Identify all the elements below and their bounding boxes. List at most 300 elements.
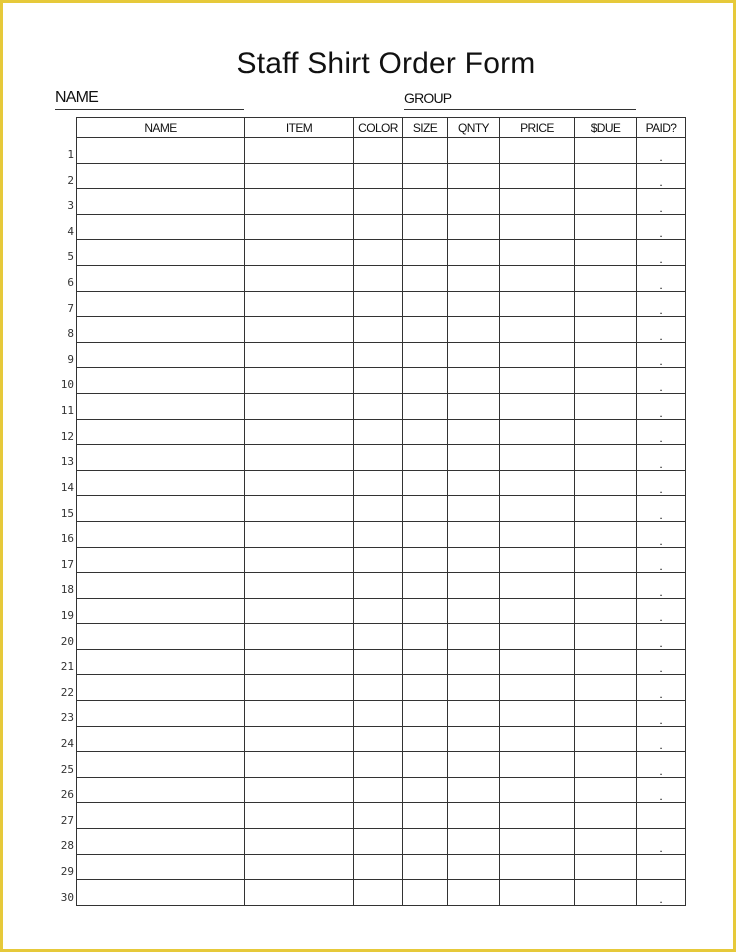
table-cell[interactable]	[403, 726, 448, 752]
paid-cell[interactable]: .	[637, 829, 686, 855]
paid-cell[interactable]: .	[637, 342, 686, 368]
table-cell[interactable]	[575, 675, 637, 701]
table-cell[interactable]	[403, 317, 448, 343]
table-row	[77, 675, 686, 701]
table-cell[interactable]	[448, 777, 500, 803]
table-cell[interactable]	[448, 470, 500, 496]
paid-cell[interactable]	[637, 854, 686, 880]
table-cell[interactable]	[575, 496, 637, 522]
paid-cell[interactable]: .	[637, 675, 686, 701]
table-cell[interactable]	[77, 701, 245, 727]
paid-cell[interactable]: .	[637, 880, 686, 906]
paid-cell[interactable]: .	[637, 189, 686, 215]
table-cell[interactable]	[354, 163, 403, 189]
paid-cell[interactable]: .	[637, 368, 686, 394]
table-cell[interactable]	[448, 573, 500, 599]
table-cell[interactable]	[448, 675, 500, 701]
table-cell[interactable]	[500, 470, 575, 496]
table-cell[interactable]	[77, 445, 245, 471]
table-row	[77, 598, 686, 624]
table-cell[interactable]	[500, 521, 575, 547]
table-cell[interactable]	[500, 649, 575, 675]
table-row	[77, 265, 686, 291]
table-cell[interactable]	[245, 624, 354, 650]
table-row	[77, 624, 686, 650]
table-cell[interactable]	[448, 701, 500, 727]
table-cell[interactable]	[403, 675, 448, 701]
paid-cell[interactable]: .	[637, 317, 686, 343]
table-cell[interactable]	[403, 573, 448, 599]
table-cell[interactable]	[403, 189, 448, 215]
table-cell[interactable]	[403, 214, 448, 240]
table-cell[interactable]	[500, 598, 575, 624]
table-cell[interactable]	[448, 163, 500, 189]
table-cell[interactable]	[77, 803, 245, 829]
row-number: 25	[60, 762, 74, 776]
paid-cell[interactable]: .	[637, 419, 686, 445]
table-cell[interactable]	[245, 752, 354, 778]
table-cell[interactable]	[77, 240, 245, 266]
table-cell[interactable]	[354, 854, 403, 880]
table-cell[interactable]	[77, 752, 245, 778]
paid-cell[interactable]: .	[637, 726, 686, 752]
table-cell[interactable]	[77, 470, 245, 496]
table-row	[77, 368, 686, 394]
column-header: SIZE	[403, 118, 448, 138]
paid-cell[interactable]: .	[637, 291, 686, 317]
table-cell[interactable]	[575, 470, 637, 496]
table-row	[77, 189, 686, 215]
table-cell[interactable]	[403, 649, 448, 675]
table-cell[interactable]	[448, 547, 500, 573]
table-cell[interactable]	[245, 803, 354, 829]
name-field-line[interactable]	[55, 109, 244, 110]
table-cell[interactable]	[500, 368, 575, 394]
table-cell[interactable]	[403, 803, 448, 829]
table-cell[interactable]	[403, 470, 448, 496]
table-cell[interactable]	[500, 342, 575, 368]
table-cell[interactable]	[354, 138, 403, 164]
table-cell[interactable]	[403, 701, 448, 727]
table-cell[interactable]	[500, 240, 575, 266]
table-cell[interactable]	[448, 317, 500, 343]
paid-cell[interactable]: .	[637, 445, 686, 471]
table-cell[interactable]	[500, 777, 575, 803]
table-cell[interactable]	[245, 240, 354, 266]
table-cell[interactable]	[245, 829, 354, 855]
table-row	[77, 547, 686, 573]
paid-cell[interactable]	[637, 803, 686, 829]
table-cell[interactable]	[245, 138, 354, 164]
table-cell[interactable]	[575, 777, 637, 803]
paid-cell[interactable]: .	[637, 265, 686, 291]
table-cell[interactable]	[245, 496, 354, 522]
row-number: 17	[60, 557, 74, 571]
table-cell[interactable]	[448, 189, 500, 215]
paid-cell[interactable]: .	[637, 163, 686, 189]
table-cell[interactable]	[77, 829, 245, 855]
table-cell[interactable]	[245, 701, 354, 727]
table-cell[interactable]	[575, 189, 637, 215]
row-number: 28	[60, 839, 74, 853]
table-cell[interactable]	[77, 624, 245, 650]
table-cell[interactable]	[403, 265, 448, 291]
column-header: COLOR	[354, 118, 403, 138]
table-cell[interactable]	[575, 649, 637, 675]
table-cell[interactable]	[245, 675, 354, 701]
table-cell[interactable]	[448, 624, 500, 650]
table-cell[interactable]	[77, 880, 245, 906]
table-cell[interactable]	[354, 189, 403, 215]
table-cell[interactable]	[403, 496, 448, 522]
table-cell[interactable]	[354, 649, 403, 675]
table-cell[interactable]	[500, 573, 575, 599]
table-row	[77, 726, 686, 752]
table-cell[interactable]	[575, 803, 637, 829]
order-table	[76, 117, 686, 906]
table-cell[interactable]	[403, 598, 448, 624]
table-cell[interactable]	[77, 189, 245, 215]
table-cell[interactable]	[77, 649, 245, 675]
table-cell[interactable]	[500, 624, 575, 650]
table-cell[interactable]	[77, 496, 245, 522]
table-cell[interactable]	[77, 291, 245, 317]
row-number: 8	[67, 327, 74, 341]
row-number: 13	[60, 455, 74, 469]
column-header: PRICE	[500, 118, 575, 138]
row-number: 22	[60, 685, 74, 699]
table-cell[interactable]	[575, 726, 637, 752]
table-cell[interactable]	[354, 368, 403, 394]
table-cell[interactable]	[575, 163, 637, 189]
table-cell[interactable]	[245, 265, 354, 291]
table-cell[interactable]	[500, 189, 575, 215]
table-cell[interactable]	[245, 470, 354, 496]
table-cell[interactable]	[245, 598, 354, 624]
table-cell[interactable]	[403, 368, 448, 394]
table-cell[interactable]	[448, 598, 500, 624]
table-cell[interactable]	[575, 854, 637, 880]
row-number: 20	[60, 634, 74, 648]
table-cell[interactable]	[575, 342, 637, 368]
table-cell[interactable]	[354, 573, 403, 599]
table-cell[interactable]	[500, 829, 575, 855]
paid-cell[interactable]: .	[637, 573, 686, 599]
row-number: 2	[67, 173, 74, 187]
table-cell[interactable]	[500, 854, 575, 880]
table-row	[77, 701, 686, 727]
table-row	[77, 496, 686, 522]
table-cell[interactable]	[403, 138, 448, 164]
table-cell[interactable]	[403, 547, 448, 573]
table-row	[77, 470, 686, 496]
table-row	[77, 803, 686, 829]
paid-cell[interactable]: .	[637, 496, 686, 522]
table-cell[interactable]	[354, 880, 403, 906]
table-cell[interactable]	[354, 265, 403, 291]
table-cell[interactable]	[354, 445, 403, 471]
table-cell[interactable]	[354, 240, 403, 266]
paid-cell[interactable]: .	[637, 521, 686, 547]
table-cell[interactable]	[448, 265, 500, 291]
table-cell[interactable]	[403, 777, 448, 803]
table-cell[interactable]	[500, 880, 575, 906]
table-cell[interactable]	[245, 393, 354, 419]
table-row	[77, 240, 686, 266]
row-number: 16	[60, 532, 74, 546]
table-cell[interactable]	[354, 752, 403, 778]
table-cell[interactable]	[403, 624, 448, 650]
table-cell[interactable]	[448, 521, 500, 547]
paid-cell[interactable]: .	[637, 624, 686, 650]
table-cell[interactable]	[575, 547, 637, 573]
form-title: Staff Shirt Order Form	[236, 47, 536, 80]
paid-cell[interactable]: .	[637, 240, 686, 266]
table-cell[interactable]	[77, 547, 245, 573]
table-cell[interactable]	[403, 342, 448, 368]
table-row	[77, 445, 686, 471]
table-cell[interactable]	[500, 265, 575, 291]
table-cell[interactable]	[354, 393, 403, 419]
table-cell[interactable]	[448, 419, 500, 445]
table-cell[interactable]	[448, 829, 500, 855]
table-cell[interactable]	[448, 291, 500, 317]
table-cell[interactable]	[77, 521, 245, 547]
paid-cell[interactable]: .	[637, 547, 686, 573]
table-row	[77, 419, 686, 445]
table-cell[interactable]	[245, 521, 354, 547]
table-row	[77, 521, 686, 547]
table-cell[interactable]	[77, 163, 245, 189]
table-cell[interactable]	[245, 214, 354, 240]
row-number: 7	[67, 301, 74, 315]
row-number: 11	[60, 404, 74, 418]
table-cell[interactable]	[575, 829, 637, 855]
row-number: 27	[60, 813, 74, 827]
table-cell[interactable]	[500, 675, 575, 701]
table-row	[77, 752, 686, 778]
table-row	[77, 317, 686, 343]
table-cell[interactable]	[245, 189, 354, 215]
table-cell[interactable]	[448, 649, 500, 675]
table-header-row	[77, 118, 686, 138]
table-cell[interactable]	[245, 649, 354, 675]
table-cell[interactable]	[403, 752, 448, 778]
table-cell[interactable]	[354, 291, 403, 317]
table-cell[interactable]	[575, 138, 637, 164]
table-cell[interactable]	[500, 393, 575, 419]
table-cell[interactable]	[403, 163, 448, 189]
table-cell[interactable]	[354, 675, 403, 701]
table-cell[interactable]	[575, 701, 637, 727]
table-cell[interactable]	[77, 726, 245, 752]
table-cell[interactable]	[500, 803, 575, 829]
paid-cell[interactable]: .	[637, 470, 686, 496]
column-header: ITEM	[245, 118, 354, 138]
table-cell[interactable]	[575, 214, 637, 240]
table-cell[interactable]	[575, 393, 637, 419]
row-number: 1	[67, 148, 74, 161]
paid-cell[interactable]: .	[637, 649, 686, 675]
table-cell[interactable]	[354, 598, 403, 624]
table-cell[interactable]	[77, 675, 245, 701]
table-cell[interactable]	[354, 803, 403, 829]
paid-cell[interactable]: .	[637, 598, 686, 624]
group-field-label: GROUP	[404, 90, 452, 106]
table-row	[77, 880, 686, 906]
table-cell[interactable]	[354, 419, 403, 445]
table-cell[interactable]	[354, 701, 403, 727]
column-header: $DUE	[575, 118, 637, 138]
table-cell[interactable]	[575, 752, 637, 778]
table-cell[interactable]	[448, 393, 500, 419]
table-cell[interactable]	[245, 854, 354, 880]
table-cell[interactable]	[575, 624, 637, 650]
row-number: 14	[60, 480, 74, 494]
table-cell[interactable]	[77, 419, 245, 445]
table-cell[interactable]	[245, 880, 354, 906]
table-cell[interactable]	[448, 368, 500, 394]
table-row	[77, 854, 686, 880]
table-cell[interactable]	[403, 521, 448, 547]
table-cell[interactable]	[575, 368, 637, 394]
table-cell[interactable]	[245, 445, 354, 471]
paid-cell[interactable]: .	[637, 214, 686, 240]
table-cell[interactable]	[500, 419, 575, 445]
table-cell[interactable]	[354, 470, 403, 496]
table-cell[interactable]	[403, 829, 448, 855]
column-header: QNTY	[448, 118, 500, 138]
table-cell[interactable]	[245, 163, 354, 189]
table-cell[interactable]	[500, 445, 575, 471]
table-cell[interactable]	[245, 368, 354, 394]
paid-cell[interactable]: .	[637, 777, 686, 803]
table-cell[interactable]	[245, 342, 354, 368]
table-row	[77, 214, 686, 240]
table-cell[interactable]	[245, 317, 354, 343]
table-cell[interactable]	[575, 291, 637, 317]
table-row	[77, 649, 686, 675]
table-cell[interactable]	[245, 777, 354, 803]
table-cell[interactable]	[500, 726, 575, 752]
table-cell[interactable]	[77, 317, 245, 343]
table-cell[interactable]	[448, 496, 500, 522]
table-cell[interactable]	[448, 726, 500, 752]
table-cell[interactable]	[448, 138, 500, 164]
table-cell[interactable]	[500, 163, 575, 189]
table-cell[interactable]	[354, 726, 403, 752]
paid-cell[interactable]: .	[637, 752, 686, 778]
table-cell[interactable]	[575, 419, 637, 445]
table-cell[interactable]	[403, 291, 448, 317]
table-cell[interactable]	[448, 880, 500, 906]
table-cell[interactable]	[448, 854, 500, 880]
table-cell[interactable]	[77, 777, 245, 803]
table-cell[interactable]	[500, 752, 575, 778]
name-field-label: NAME	[55, 89, 99, 106]
table-cell[interactable]	[448, 445, 500, 471]
table-cell[interactable]	[448, 240, 500, 266]
row-number: 3	[67, 199, 74, 213]
table-cell[interactable]	[354, 547, 403, 573]
paid-cell[interactable]: .	[637, 701, 686, 727]
table-cell[interactable]	[77, 598, 245, 624]
table-cell[interactable]	[500, 138, 575, 164]
table-cell[interactable]	[403, 419, 448, 445]
table-cell[interactable]	[575, 317, 637, 343]
paid-cell[interactable]: .	[637, 138, 686, 164]
table-cell[interactable]	[245, 726, 354, 752]
table-cell[interactable]	[575, 573, 637, 599]
table-cell[interactable]	[500, 701, 575, 727]
table-cell[interactable]	[448, 214, 500, 240]
table-cell[interactable]	[354, 624, 403, 650]
table-cell[interactable]	[77, 368, 245, 394]
column-header: PAID?	[637, 118, 686, 138]
table-cell[interactable]	[77, 214, 245, 240]
table-cell[interactable]	[245, 547, 354, 573]
table-cell[interactable]	[354, 342, 403, 368]
table-cell[interactable]	[575, 880, 637, 906]
table-cell[interactable]	[77, 573, 245, 599]
table-cell[interactable]	[403, 854, 448, 880]
table-row	[77, 163, 686, 189]
table-cell[interactable]	[403, 240, 448, 266]
table-cell[interactable]	[403, 445, 448, 471]
table-cell[interactable]	[575, 598, 637, 624]
row-number: 4	[67, 224, 74, 238]
table-cell[interactable]	[448, 803, 500, 829]
table-cell[interactable]	[575, 265, 637, 291]
table-cell[interactable]	[448, 342, 500, 368]
paid-cell[interactable]: .	[637, 393, 686, 419]
table-cell[interactable]	[500, 317, 575, 343]
group-field-line[interactable]	[404, 109, 636, 110]
table-cell[interactable]	[403, 393, 448, 419]
table-cell[interactable]	[575, 240, 637, 266]
table-cell[interactable]	[500, 214, 575, 240]
table-cell[interactable]	[77, 393, 245, 419]
table-cell[interactable]	[500, 547, 575, 573]
table-cell[interactable]	[77, 265, 245, 291]
table-cell[interactable]	[77, 854, 245, 880]
table-cell[interactable]	[500, 496, 575, 522]
table-cell[interactable]	[245, 419, 354, 445]
table-cell[interactable]	[245, 573, 354, 599]
table-cell[interactable]	[354, 317, 403, 343]
table-cell[interactable]	[403, 880, 448, 906]
table-row	[77, 138, 686, 164]
table-cell[interactable]	[500, 291, 575, 317]
table-cell[interactable]	[77, 138, 245, 164]
table-row	[77, 342, 686, 368]
table-cell[interactable]	[354, 777, 403, 803]
table-cell[interactable]	[354, 521, 403, 547]
table-cell[interactable]	[354, 214, 403, 240]
table-cell[interactable]	[77, 342, 245, 368]
row-number: 29	[60, 865, 74, 879]
table-cell[interactable]	[245, 291, 354, 317]
table-cell[interactable]	[575, 445, 637, 471]
row-number: 24	[60, 737, 74, 751]
row-number: 6	[67, 276, 74, 290]
table-cell[interactable]	[354, 496, 403, 522]
table-cell[interactable]	[575, 521, 637, 547]
row-number: 9	[67, 352, 74, 366]
row-number: 19	[60, 608, 74, 622]
table-cell[interactable]	[448, 752, 500, 778]
table-cell[interactable]	[354, 829, 403, 855]
